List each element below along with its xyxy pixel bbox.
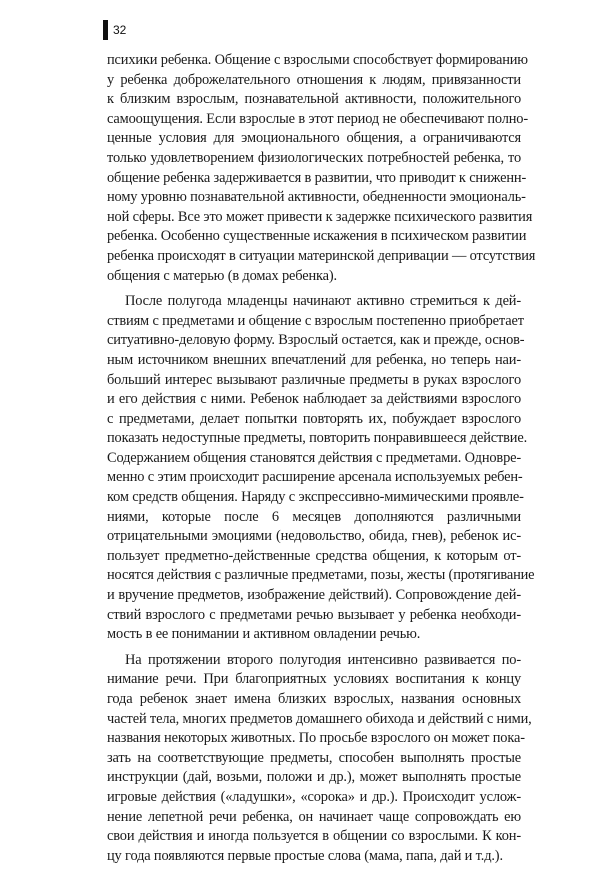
text-line: зать на соответствующие предметы, способен выполнять простые <box>107 749 521 766</box>
text-line: и вручение предметов, изображение действий). Сопровождение дей- <box>107 587 521 604</box>
text-line: нение лепетной речи ребенка, он начинает чаще сопровождать ею <box>107 808 521 825</box>
text-line: только удовлетворением физиологических потребностей ребенка, то <box>107 149 521 166</box>
paragraph <box>107 651 532 867</box>
text-line: ной сферы. Все это может привести к задержке психического развития <box>107 208 533 225</box>
paragraph <box>107 51 536 286</box>
text-line: показать недоступные предметы, повторить понравившееся действие. <box>107 430 528 447</box>
text-line: ствиям с предметами и общение с взрослым постепенно приобретает <box>107 312 524 329</box>
text-line: цу года появляются первые простые слова (мама, папа, дай и т.д.). <box>107 847 503 864</box>
text-body <box>107 51 536 872</box>
paragraph <box>107 292 535 645</box>
text-line: больший интерес вызывают различные предметы в руках взрослого <box>107 371 521 388</box>
text-line: у ребенка доброжелательного отношения к людям, привязанности <box>107 71 521 88</box>
page-header <box>103 19 126 41</box>
text-line: общения с матерью (в домах ребенка). <box>107 267 337 284</box>
text-line: пользует предметно-действенные средства общения, к которым от- <box>107 547 521 564</box>
text-line: названия некоторых животных. По просьбе взрослого он может пока- <box>107 730 525 747</box>
text-line: к близким взрослым, познавательной активности, положительного <box>107 91 521 108</box>
text-line: самоощущения. Если взрослые в этот период не обеспечивают полно- <box>107 110 528 127</box>
text-line: ному уровню познавательной активности, обедненности эмоциональ- <box>107 189 526 206</box>
text-line: ным источником внешних впечатлений для ребенка, но теперь наи- <box>107 351 521 368</box>
text-line: Содержанием общения становятся действия с предметами. Одновре- <box>107 449 521 466</box>
text-line: игровые действия («ладушки», «сорока» и др.). Происходит услож- <box>107 788 521 805</box>
text-line: нимание речи. При благоприятных условиях воспитания к концу <box>107 671 521 688</box>
text-line: отрицательными эмоциями (недовольство, обида, гнев), ребенок ис- <box>107 528 521 545</box>
header-bar-mark <box>103 20 108 40</box>
page-number: 32 <box>113 23 127 37</box>
text-line: ребенка. Особенно существенные искажения в психическом развитии <box>107 228 527 245</box>
text-line: носятся действия с различные предметами, позы, жесты (протягивание <box>107 567 535 584</box>
text-line: ценные условия для эмоционального общения, а ограничиваются <box>107 130 521 147</box>
text-line: На протяжении второго полугодия интенсивно развивается по- <box>125 651 521 668</box>
text-line: После полугода младенцы начинают активно стремиться к дей- <box>125 293 521 310</box>
text-line: свои действия и иногда пользуется в общении со взрослыми. К кон- <box>107 828 521 845</box>
text-line: года ребенок знает имена близких взрослых, названия основных <box>107 691 521 707</box>
text-line: психики ребенка. Общение с взрослыми способствует формированию <box>107 52 528 68</box>
text-line: ситуативно-деловую форму. Взрослый остается, как и прежде, основ- <box>107 332 525 349</box>
text-line: мость в ее понимании и активном овладении речью. <box>107 626 421 643</box>
text-line: менно с этим происходит расширение арсенала используемых ребен- <box>107 469 523 486</box>
text-line: ниями, которые после 6 месяцев дополняются различными <box>107 508 521 525</box>
text-line: и его действия с ними. Ребенок наблюдает за действиями взрослого <box>107 391 521 408</box>
text-line: частей тела, многих предметов домашнего обихода и действий с ними, <box>107 710 532 727</box>
text-line: инструкции (дай, возьми, положи и др.), может выполнять простые <box>107 769 521 786</box>
text-line: ребенка происходят в ситуации материнской депривации — отсутствия <box>107 247 536 264</box>
text-line: ком средств общения. Наряду с экспрессивно-мимическими проявле- <box>107 489 524 506</box>
text-line: ствий взрослого с предметами речью вызывает у ребенка необходи- <box>107 606 521 623</box>
text-line: общение ребенка задерживается в развитии, что приводит к сниженн- <box>107 169 527 186</box>
text-line: с предметами, делает попытки повторять их, побуждает взрослого <box>107 410 521 427</box>
